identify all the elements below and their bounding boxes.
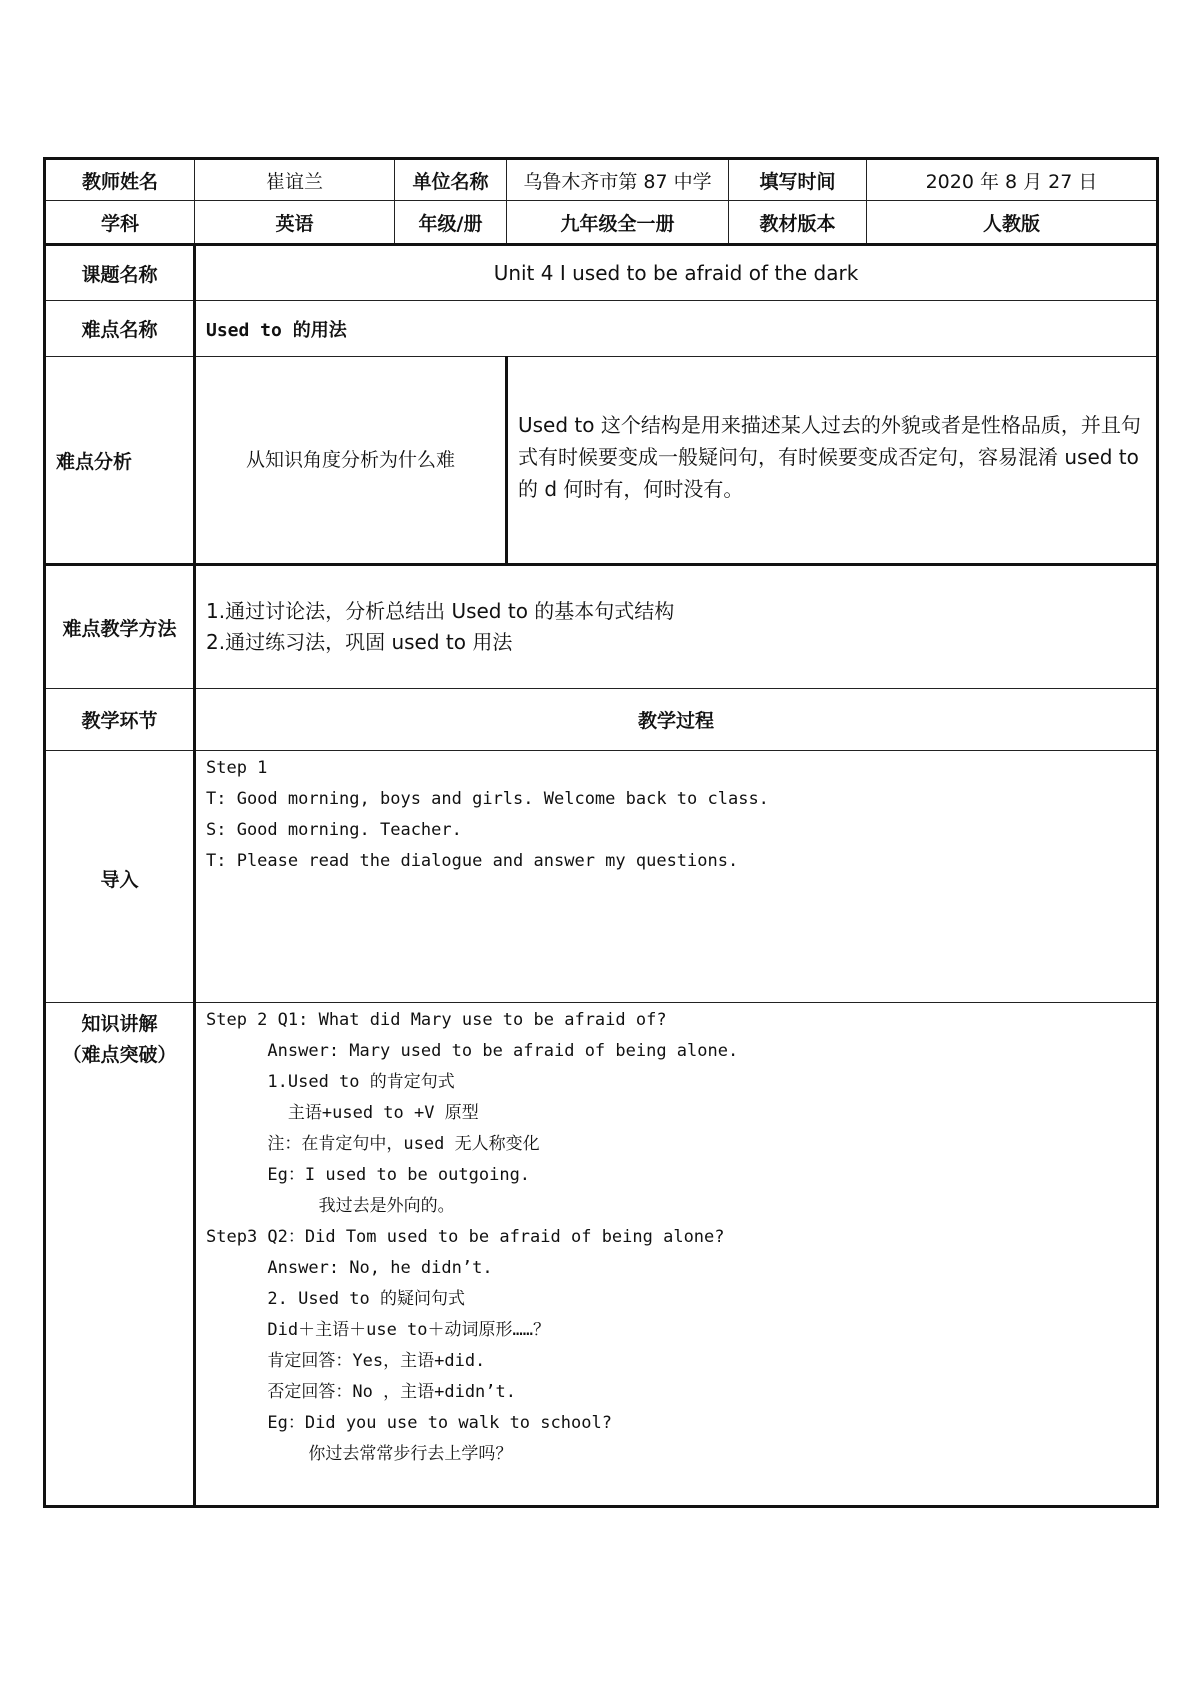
knowledge-line-13: 否定回答：No ，主语+didn’t.: [206, 1382, 516, 1402]
knowledge-label: [45, 1003, 195, 1507]
topic-row: [45, 245, 1158, 301]
subject-value: 英语: [195, 201, 395, 245]
intro-line-3: S: Good morning. Teacher.: [206, 820, 462, 840]
intro-row: [45, 751, 1158, 1003]
method-line-1: 1.通过讨论法，分析总结出 Used to 的基本句式结构: [206, 599, 675, 623]
analysis-label: 难点分析: [45, 357, 195, 565]
difficulty-label: 难点名称: [45, 301, 195, 357]
method-label: 难点教学方法: [45, 565, 195, 689]
intro-content: [195, 751, 1158, 1003]
knowledge-line-7: 我过去是外向的。: [206, 1196, 455, 1216]
knowledge-label-line-1: 知识讲解: [81, 1013, 158, 1035]
knowledge-line-4: 主语+used to +V 原型: [206, 1103, 479, 1123]
teacher-label: 教师姓名: [45, 159, 195, 201]
date-label: 填写时间: [729, 159, 867, 201]
topic-label: 课题名称: [45, 245, 195, 301]
knowledge-line-15: 你过去常常步行去上学吗？: [206, 1444, 513, 1464]
knowledge-line-8: Step3 Q2：Did Tom used to be afraid of being alone?: [206, 1227, 725, 1247]
knowledge-line-11: Did＋主语＋use to＋动词原形……？: [206, 1320, 550, 1340]
intro-label: 导入: [45, 751, 195, 1003]
lesson-plan-table: [43, 157, 1159, 1508]
method-content: [195, 565, 1158, 689]
stage-label: 教学环节: [45, 689, 195, 751]
teacher-value: 崔谊兰: [195, 159, 395, 201]
knowledge-line-6: Eg：I used to be outgoing.: [206, 1165, 531, 1185]
knowledge-content: [195, 1003, 1158, 1507]
grade-value: 九年级全一册: [507, 201, 729, 245]
header-row-2: [45, 201, 1158, 245]
knowledge-line-2: Answer: Mary used to be afraid of being alone.: [206, 1041, 739, 1061]
knowledge-line-12: 肯定回答：Yes，主语+did.: [206, 1351, 486, 1371]
textbook-label: 教材版本: [729, 201, 867, 245]
analysis-row: [45, 357, 1158, 565]
knowledge-line-5: 注：在肯定句中，used 无人称变化: [206, 1134, 540, 1154]
date-value: 2020 年 8 月 27 日: [867, 159, 1158, 201]
knowledge-line-9: Answer: No, he didn’t.: [206, 1258, 493, 1278]
intro-line-2: T: Good morning, boys and girls. Welcome back to class.: [206, 789, 769, 809]
subject-label: 学科: [45, 201, 195, 245]
knowledge-row: [45, 1003, 1158, 1507]
unit-value: 乌鲁木齐市第 87 中学: [507, 159, 729, 201]
topic-value: Unit 4 I used to be afraid of the dark: [195, 245, 1158, 301]
header-row-1: [45, 159, 1158, 201]
analysis-text: Used to 这个结构是用来描述某人过去的外貌或者是性格品质，并且句式有时候要变成一般疑问句，有时候要变成否定句，容易混淆 used to 的 d 何时有，何时没有。: [507, 357, 1158, 565]
intro-line-4: T: Please read the dialogue and answer my questions.: [206, 851, 739, 871]
process-header-row: [45, 689, 1158, 751]
knowledge-line-1: Step 2 Q1: What did Mary use to be afraid of?: [206, 1010, 667, 1030]
lesson-plan-form: [43, 157, 1156, 1508]
process-label: 教学过程: [195, 689, 1158, 751]
textbook-value: 人教版: [867, 201, 1158, 245]
difficulty-row: [45, 301, 1158, 357]
method-row: [45, 565, 1158, 689]
knowledge-line-14: Eg：Did you use to walk to school?: [206, 1413, 612, 1433]
method-line-2: 2.通过练习法，巩固 used to 用法: [206, 630, 513, 654]
knowledge-label-line-2: （难点突破）: [62, 1044, 177, 1066]
knowledge-line-3: 1.Used to 的肯定句式: [206, 1072, 455, 1092]
unit-label: 单位名称: [395, 159, 507, 201]
analysis-sub-label: 从知识角度分析为什么难: [195, 357, 507, 565]
grade-label: 年级/册: [395, 201, 507, 245]
knowledge-line-10: 2. Used to 的疑问句式: [206, 1289, 465, 1309]
difficulty-value: Used to 的用法: [195, 301, 1158, 357]
intro-line-1: Step 1: [206, 758, 268, 778]
